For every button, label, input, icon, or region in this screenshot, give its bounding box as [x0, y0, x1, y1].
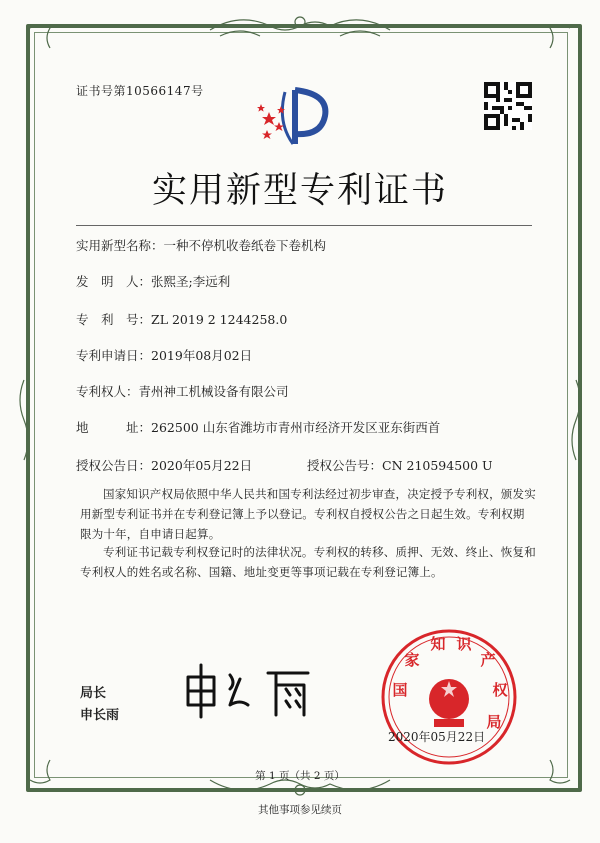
field-value: 青州神工机械设备有限公司	[138, 384, 289, 399]
qr-code-icon	[484, 82, 532, 130]
field-label: 专利权人：	[76, 384, 139, 399]
svg-text:知: 知	[430, 635, 446, 653]
field-label: 授权公告日：	[76, 458, 152, 473]
certificate-number: 证书号第10566147号	[76, 84, 204, 98]
official-seal-icon	[360, 625, 538, 773]
field-filing-date	[76, 346, 252, 364]
field-patentee	[76, 382, 289, 400]
field-value: 2020年05月22日	[151, 458, 253, 473]
field-value: 2019年08月02日	[151, 348, 253, 363]
field-value: 张熙圣;李远利	[151, 274, 231, 289]
handwritten-signature	[180, 655, 330, 725]
field-grant-date	[76, 456, 252, 474]
title-divider	[76, 225, 532, 226]
field-label: 地 址：	[76, 420, 152, 435]
field-label: 专 利 号：	[76, 312, 152, 327]
field-value: ZL 2019 2 1244258.0	[151, 312, 288, 327]
certificate-paragraph-1: 国家知识产权局依照中华人民共和国专利法经过初步审查，决定授予专利权，颁发实用新型专利证书并在专利登记簿上予以登记。专利权自授权公告之日起生效。专利权期限为十年，自申请日起算。	[80, 487, 536, 541]
svg-text:局: 局	[486, 713, 502, 731]
field-patent-number	[76, 310, 287, 328]
field-address	[76, 418, 440, 436]
field-label: 专利申请日：	[76, 348, 152, 363]
svg-text:家: 家	[404, 651, 420, 669]
footer-note: 其他事项参见续页	[258, 804, 342, 816]
cnipa-logo-icon	[255, 82, 335, 152]
director-title: 局长	[80, 686, 107, 701]
field-grant-number	[307, 456, 493, 474]
field-label: 授权公告号：	[307, 458, 383, 473]
seal-date: 2020年05月22日	[388, 730, 486, 744]
field-value: CN 210594500 U	[382, 458, 493, 473]
field-utility-model-name	[76, 236, 326, 254]
svg-text:权: 权	[492, 681, 508, 699]
field-inventor	[76, 272, 230, 290]
svg-text:产: 产	[480, 651, 496, 669]
svg-text:国: 国	[392, 681, 408, 699]
field-label: 发 明 人：	[76, 274, 152, 289]
field-value: 262500 山东省潍坊市青州市经济开发区亚东街西首	[151, 420, 441, 435]
field-label: 实用新型名称：	[76, 238, 164, 253]
page-number: 第 1 页（共 2 页）	[255, 770, 345, 782]
certificate-paragraph-2: 专利证书记载专利权登记时的法律状况。专利权的转移、质押、无效、终止、恢复和专利权人的姓名或名称、国籍、地址变更等事项记载在专利登记簿上。	[80, 545, 536, 579]
director-name: 申长雨	[80, 708, 120, 723]
field-value: 一种不停机收卷纸卷下卷机构	[163, 238, 327, 253]
svg-text:识: 识	[456, 635, 472, 653]
certificate-title: 实用新型专利证书	[151, 171, 448, 211]
